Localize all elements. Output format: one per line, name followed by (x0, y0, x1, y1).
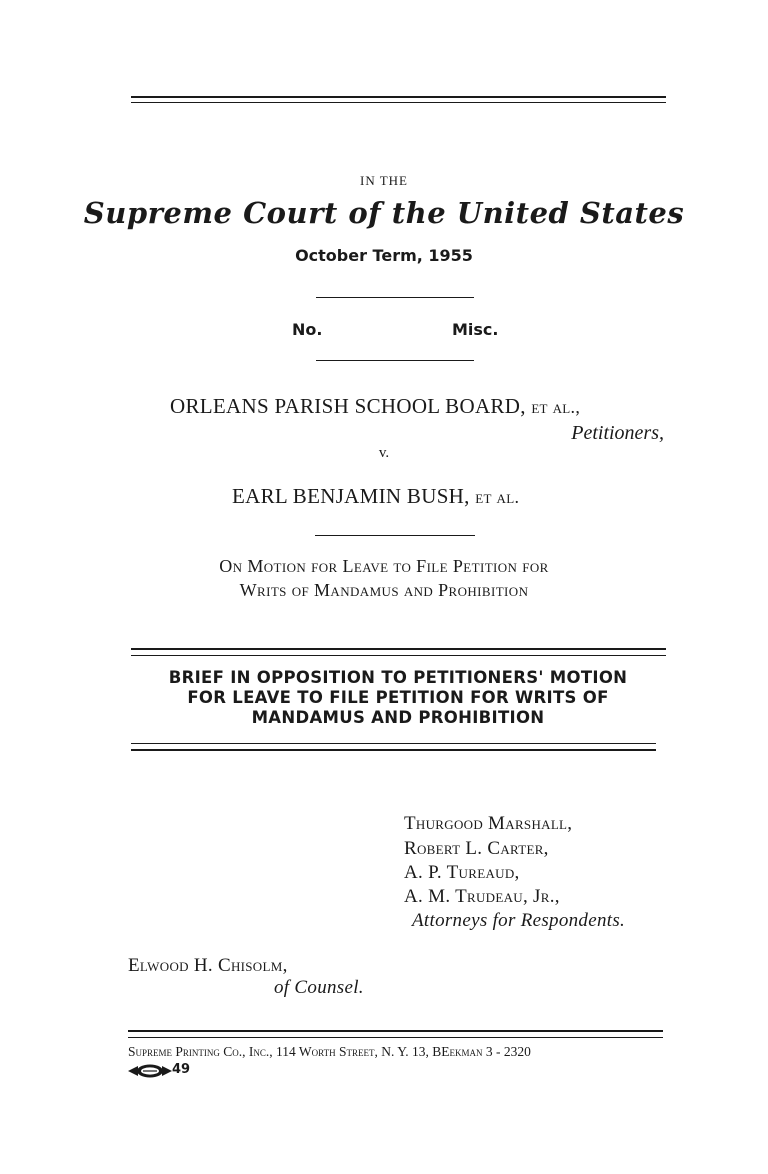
counsel-role: of Counsel. (274, 977, 364, 998)
divider-3 (315, 535, 475, 536)
printer-line: Supreme Printing Co., Inc., 114 Worth Street, N. Y. 13, BEekman 3 - 2320 (128, 1044, 531, 1059)
petitioner-etal: et al., (531, 397, 581, 417)
attorneys-role: Attorneys for Respondents. (412, 910, 626, 931)
petitioner-role: Petitioners, (571, 422, 664, 444)
attorney-3: A. P. Tureaud, (404, 862, 520, 883)
petitioner-line (170, 394, 580, 419)
versus: v. (378, 445, 390, 461)
brief-title-line-1: BRIEF IN OPPOSITION TO PETITIONERS' MOTION (168, 668, 628, 687)
respondent-name: EARL BENJAMIN BUSH, (232, 484, 470, 508)
respondent-line (232, 484, 519, 509)
brief-rule-top-2 (131, 655, 666, 656)
in-the-label: IN THE (359, 173, 408, 188)
respondent-etal: et al. (475, 487, 520, 507)
counsel-name: Elwood H. Chisolm, (128, 955, 288, 976)
divider-1 (316, 297, 474, 298)
brief-rule-bottom-1 (131, 743, 656, 744)
brief-title-line-3: MANDAMUS AND PROHIBITION (251, 708, 545, 727)
petitioner-name: ORLEANS PARISH SCHOOL BOARD, (170, 394, 526, 418)
top-rule-2 (131, 102, 666, 103)
motion-line-2: Writs of Mandamus and Prohibition (239, 580, 529, 600)
court-title: Supreme Court of the United States (83, 196, 685, 230)
footer-rule-1 (128, 1030, 663, 1032)
motion-line-1: On Motion for Leave to File Petition for (219, 556, 549, 576)
union-bug-icon (128, 1063, 172, 1079)
attorney-1: Thurgood Marshall, (404, 813, 573, 834)
brief-rule-top-1 (131, 648, 666, 650)
union-label-code: 49 (172, 1062, 191, 1077)
docket-misc-label: Misc. (452, 320, 499, 339)
brief-title-line-2: FOR LEAVE TO FILE PETITION FOR WRITS OF (187, 688, 609, 707)
attorney-2: Robert L. Carter, (404, 838, 549, 859)
top-rule-1 (131, 96, 666, 98)
divider-2 (316, 360, 474, 361)
brief-rule-bottom-2 (131, 749, 656, 751)
attorney-4: A. M. Trudeau, Jr., (404, 886, 560, 907)
term: October Term, 1955 (295, 246, 473, 265)
docket-no-label: No. (292, 320, 323, 339)
footer-rule-2 (128, 1037, 663, 1038)
